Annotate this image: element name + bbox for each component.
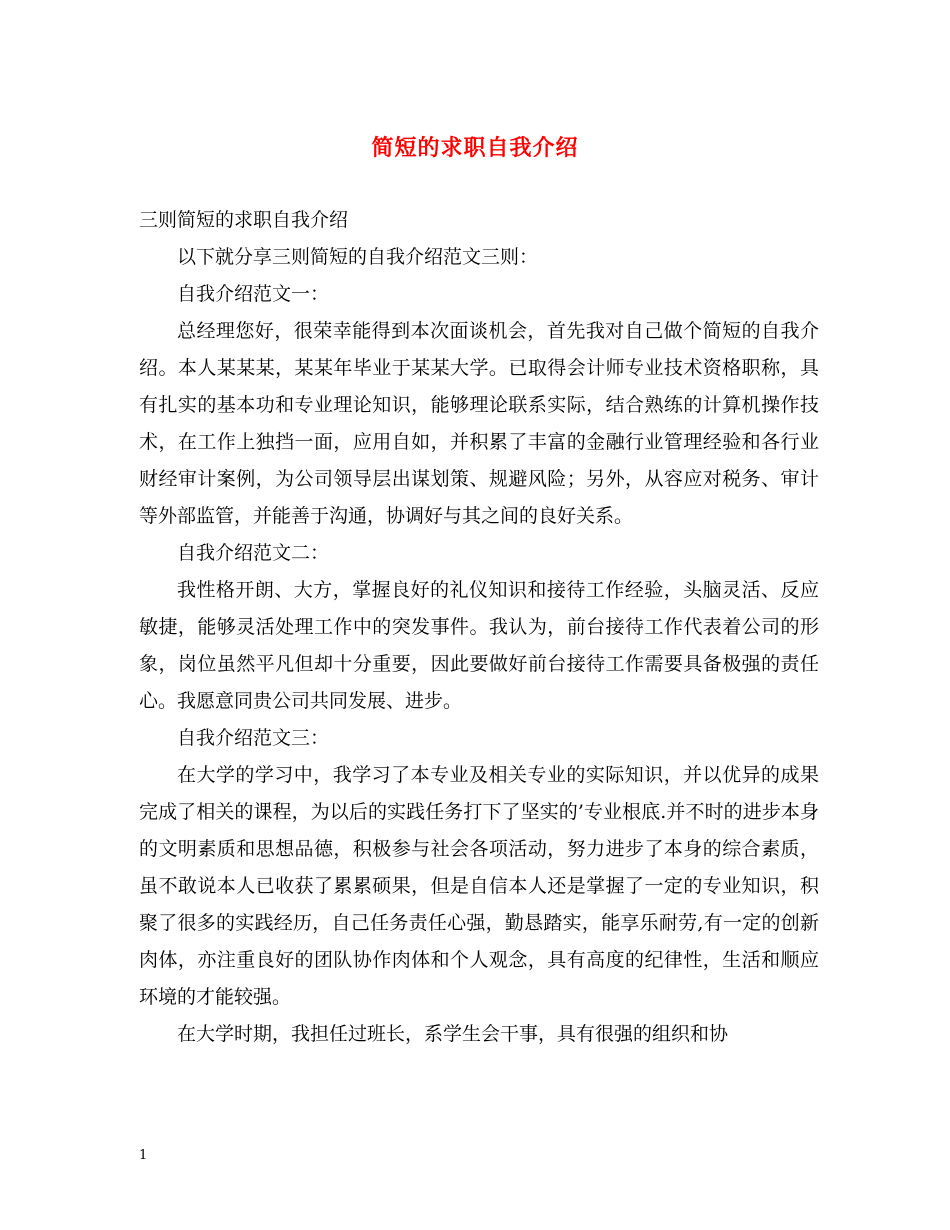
- sample-paragraph-3: 在大学的学习中，我学习了本专业及相关专业的实际知识，并以优异的成果完成了相关的课程，为以后的实践任务打下了坚实的’专业根底.并不时的进步本身的文明素质和思想品德，积极参与社会各项活动，努力进步了本身的综合素质，虽不敢说本人已收获了累累硕果，但是自信本人还是掌握了一定的专业知识，积聚了很多的实践经历，自己任务责任心强，勤恳踏实，能享乐耐劳,有一定的创新肉体，亦注重良好的团队协作肉体和个人观念，具有高度的纪律性，生活和顺应环境的才能较强。: [139, 764, 819, 1008]
- sample-paragraph-1: 总经理您好，很荣幸能得到本次面谈机会，首先我对自己做个简短的自我介绍。本人某某某，某某年毕业于某某大学。已取得会计师专业技术资格职称，具有扎实的基本功和专业理论知识，能够理论联系实际，结合熟练的计算机操作技术，在工作上独挡一面，应用自如，并积累了丰富的金融行业管理经验和各行业财经审计案例，为公司领导层出谋划策、规避风险；另外，从容应对税务、审计等外部监管，并能善于沟通，协调好与其之间的良好关系。: [139, 320, 819, 527]
- page-number: 1: [139, 1148, 148, 1163]
- subtitle-paragraph: 三则简短的求职自我介绍: [139, 209, 349, 231]
- sample-paragraph-4: 在大学时期，我担任过班长，系学生会干事，具有很强的组织和协: [177, 1023, 729, 1045]
- intro-paragraph: 以下就分享三则简短的自我介绍范文三则：: [177, 246, 539, 268]
- sample-heading-3: 自我介绍范文三：: [177, 727, 330, 749]
- document-body: [139, 202, 819, 1053]
- sample-heading-2: 自我介绍范文二：: [177, 542, 330, 564]
- sample-paragraph-2: 我性格开朗、大方，掌握良好的礼仪知识和接待工作经验，头脑灵活、反应敏捷，能够灵活处理工作中的突发事件。我认为，前台接待工作代表着公司的形象，岗位虽然平凡但却十分重要，因此要做好前台接待工作需要具备极强的责任心。我愿意同贵公司共同发展、进步。: [139, 579, 819, 712]
- document-title: 简短的求职自我介绍: [371, 135, 579, 161]
- sample-heading-1: 自我介绍范文一：: [177, 283, 330, 305]
